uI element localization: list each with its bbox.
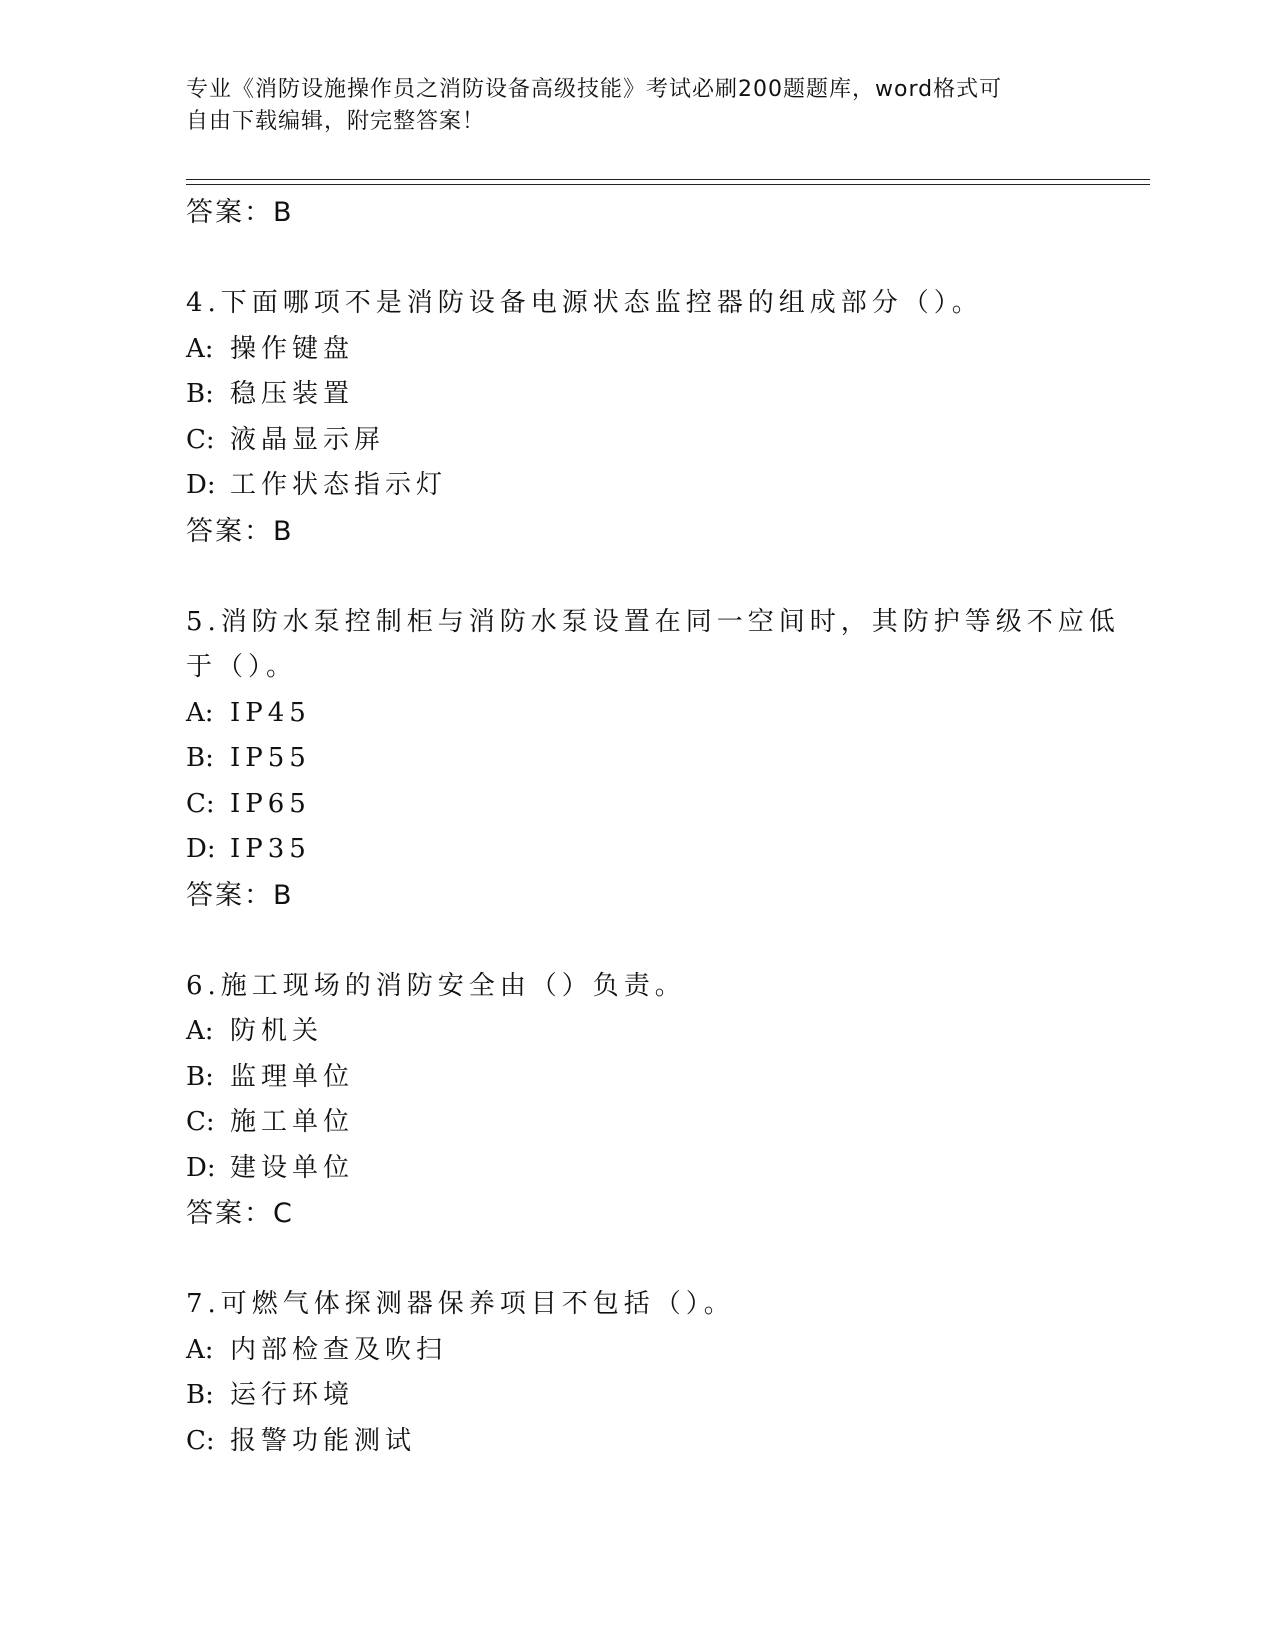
option-b [186, 372, 1086, 418]
option-text: 内部检查及吹扫 [230, 1334, 448, 1365]
option-letter: C: [186, 788, 215, 819]
option-a [186, 327, 1086, 373]
option-text: 稳压装置 [230, 379, 355, 409]
option-letter: C: [186, 424, 215, 455]
header-divider-bottom [186, 184, 1150, 185]
option-letter: A: [186, 697, 214, 728]
option-b [186, 736, 1086, 782]
header-divider-top [186, 179, 1150, 180]
option-text: 建设单位 [230, 1152, 355, 1183]
option-text: 报警功能测试 [230, 1425, 417, 1456]
option-letter: D: [186, 470, 216, 500]
document-header [186, 74, 1066, 138]
option-d [186, 827, 1086, 873]
question-stem: 4.下面哪项不是消防设备电源状态监控器的组成部分（）。 [186, 288, 983, 318]
option-letter: B: [186, 1061, 214, 1092]
answer-line: 答案：B [186, 879, 294, 911]
option-a [186, 1328, 1086, 1374]
option-text: 液晶显示屏 [230, 424, 386, 455]
answer-previous: 答案：B [186, 197, 294, 228]
option-text: IP45 [230, 697, 311, 728]
option-letter: A: [186, 333, 214, 364]
option-text: 监理单位 [230, 1061, 355, 1092]
spacer [186, 236, 1086, 282]
option-text: 操作键盘 [230, 333, 355, 364]
option-letter: A: [186, 1016, 214, 1046]
option-text: 施工单位 [230, 1107, 355, 1137]
question-stem-continued: 于（）。 [186, 652, 298, 682]
option-c [186, 1419, 1086, 1465]
option-text: IP65 [230, 788, 311, 819]
question-stem: 5.消防水泵控制柜与消防水泵设置在同一空间时，其防护等级不应低 [186, 606, 1120, 637]
question-stem: 6.施工现场的消防安全由（）负责。 [186, 970, 686, 1001]
option-text: 工作状态指示灯 [230, 470, 448, 500]
option-c [186, 782, 1086, 828]
option-b [186, 1373, 1086, 1419]
option-letter: A: [186, 1334, 214, 1365]
option-c [186, 1100, 1086, 1146]
header-line-2: 自由下载编辑，附完整答案！ [186, 109, 486, 134]
option-b [186, 1055, 1086, 1101]
answer-line: 答案：B [186, 515, 294, 547]
spacer [186, 1237, 1086, 1283]
option-letter: C: [186, 1107, 215, 1137]
question-stem: 7.可燃气体探测器保养项目不包括（）。 [186, 1289, 735, 1319]
question-block [186, 600, 1120, 919]
option-a [186, 1009, 1086, 1055]
answer-line: 答案：C [186, 1198, 294, 1229]
option-letter: B: [186, 743, 214, 773]
question-block [186, 1282, 1086, 1464]
header-line-1: 专业《消防设施操作员之消防设备高级技能》考试必刷200题题库，word格式可 [186, 77, 1003, 102]
option-a [186, 691, 1086, 737]
option-text: IP55 [230, 743, 311, 773]
spacer [186, 918, 1086, 964]
option-letter: B: [186, 379, 214, 409]
question-block [186, 964, 1086, 1237]
option-letter: C: [186, 1425, 215, 1456]
option-text: 防机关 [230, 1016, 324, 1046]
spacer [186, 554, 1086, 600]
option-c [186, 418, 1086, 464]
option-d [186, 1146, 1086, 1192]
option-d [186, 463, 1086, 509]
question-block [186, 281, 1086, 554]
question-list [186, 190, 1120, 1464]
option-letter: D: [186, 834, 216, 864]
option-text: IP35 [230, 834, 311, 864]
option-text: 运行环境 [230, 1380, 355, 1410]
option-letter: B: [186, 1380, 214, 1410]
option-letter: D: [186, 1152, 216, 1183]
